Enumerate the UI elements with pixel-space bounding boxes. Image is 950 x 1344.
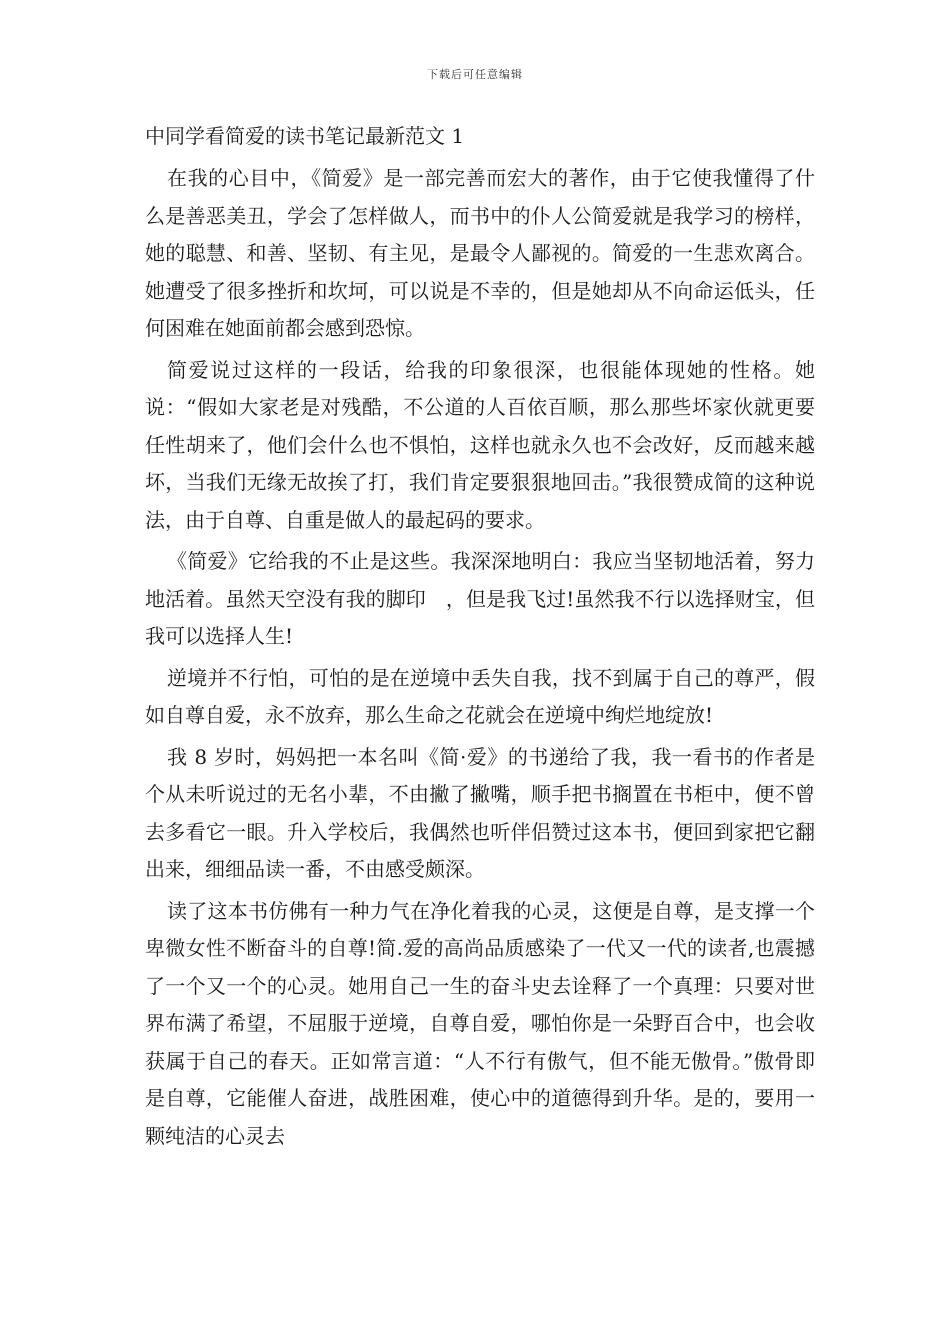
paragraph-6: 读了这本书仿佛有一种力气在净化着我的心灵，这便是自尊，是支撑一个卑微女性不断奋斗的自尊!简.爱的高尚品质感染了一代又一代的读者,也震撼了一个又一个的心灵。她用自己一生的奋斗史去诠释了一个真理：只要对世界布满了希望，不屈服于逆境，自尊自爱，哪怕你是一朵野百合中，也会收获属于自己的春天。正如常言道：“人不行有傲气，但不能无傲骨。”傲骨即是自尊，它能催人奋进，战胜困难，使心中的道德得到升华。是的，要用一颗纯洁的心灵去: [145, 898, 815, 1148]
paragraph-3: 《简爱》它给我的不止是这些。我深深地明白：我应当坚韧地活着，努力地活着。虽然天空没有我的脚印 ，但是我飞过!虽然我不行以选择财宝，但我可以选择人生!: [145, 549, 815, 648]
document-title: 中同学看简爱的读书笔记最新范文 1: [145, 124, 465, 148]
paragraph-4: 逆境并不行怕，可怕的是在逆境中丢失自我，找不到属于自己的尊严，假如自尊自爱，永不放弃，那么生命之花就会在逆境中绚烂地绽放!: [145, 665, 815, 727]
paragraph-5: 我 8 岁时，妈妈把一本名叫《简·爱》的书递给了我，我一看书的作者是个从未听说过的无名小辈，不由撇了撇嘴，顺手把书搁置在书柜中，便不曾去多看它一眼。升入学校后，我偶然也听伴侣赞过这本书，便回到家把它翻出来，细细品读一番，不由感受颇深。: [145, 744, 815, 881]
paragraph-2: 简爱说过这样的一段话，给我的印象很深，也很能体现她的性格。她说：“假如大家老是对残酷，不公道的人百依百顺，那么那些坏家伙就更要任性胡来了，他们会什么也不惧怕，这样也就永久也不会改好，反而越来越坏，当我们无缘无故挨了打，我们肯定要狠狠地回击。”我很赞成简的这种说法，由于自尊、自重是做人的最起码的要求。: [145, 357, 815, 532]
page-header: 下载后可任意编辑: [427, 68, 523, 81]
document-body: [145, 120, 815, 1159]
paragraph-1: 在我的心目中，《简爱》是一部完善而宏大的著作，由于它使我懂得了什么是善恶美丑，学会了怎样做人，而书中的仆人公简爱就是我学习的榜样，她的聪慧、和善、坚韧、有主见，是最令人鄙视的。简爱的一生悲欢离合。她遭受了很多挫折和坎坷，可以说是不幸的，但是她却从不向命运低头，任何困难在她面前都会感到恐惊。: [145, 166, 815, 340]
